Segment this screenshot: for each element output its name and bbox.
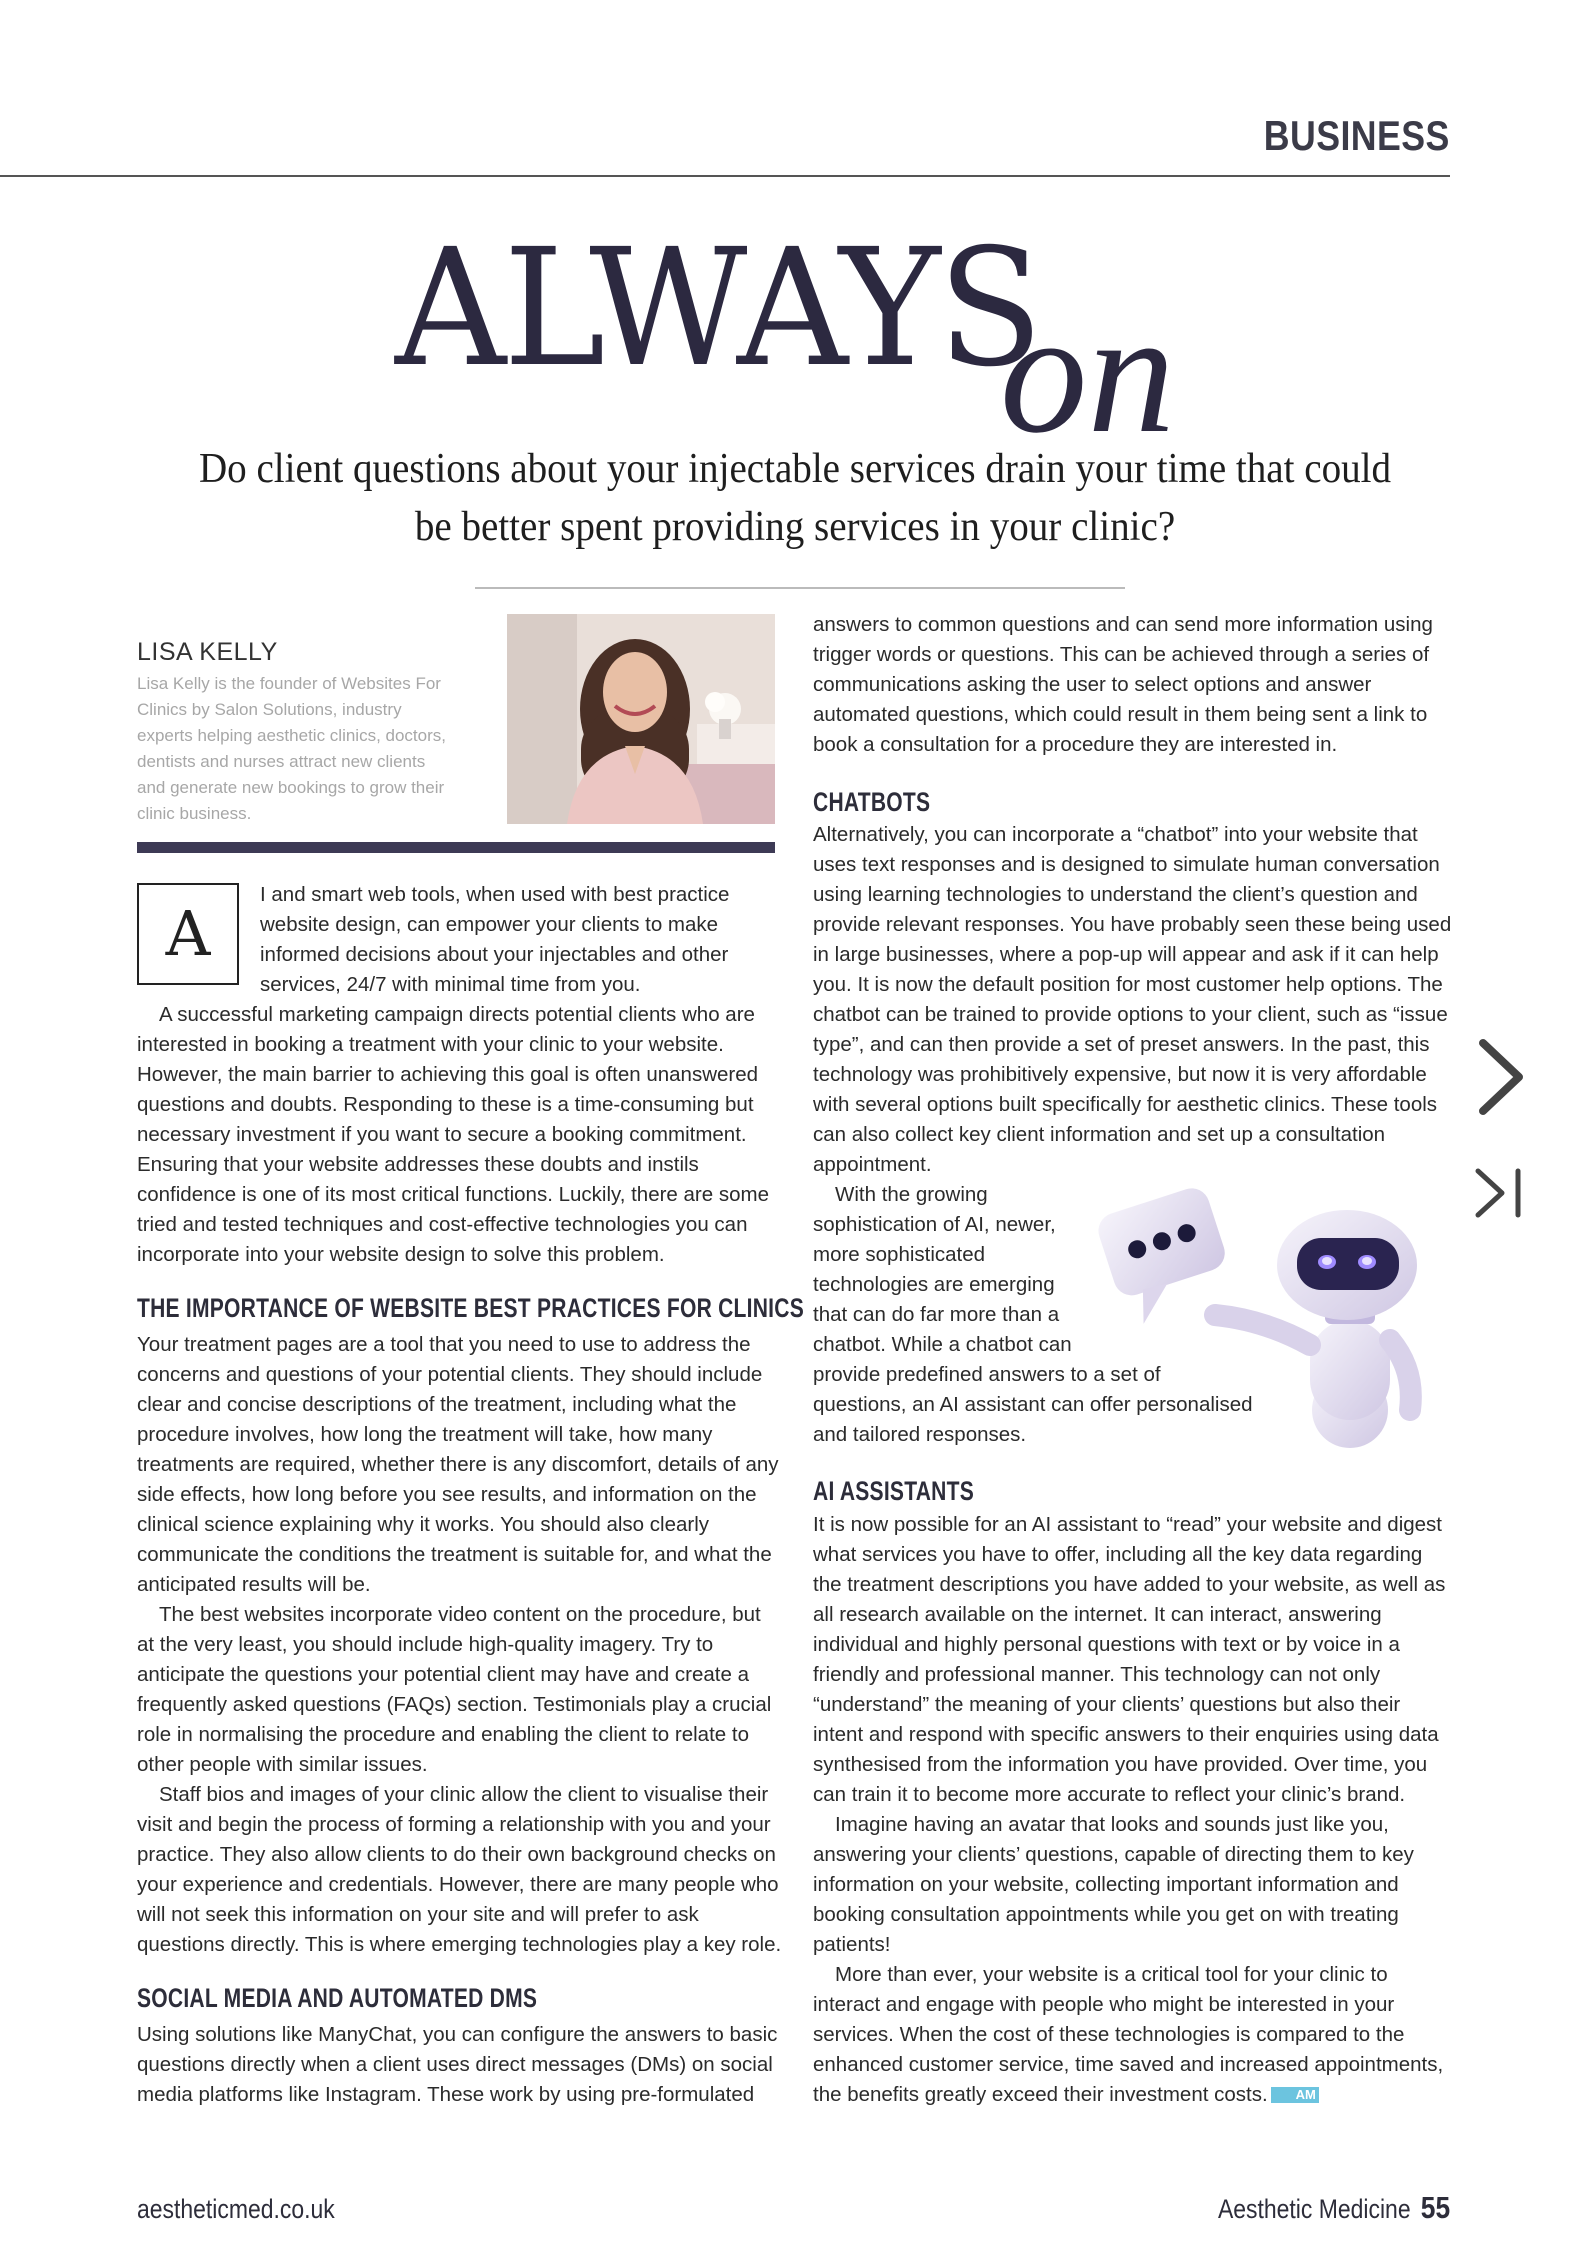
right-paragraph-5: Imagine having an avatar that looks and sounds just like you, answering your clients’ questions, capable of directing them to key information on your website, collecting important information and booking consultation appointments while you get on with treating patients!: [813, 1813, 1414, 1956]
text-line: With the growing: [835, 1183, 988, 1206]
text-line: that can do far more than a: [813, 1303, 1060, 1326]
page-number: 55: [1420, 2190, 1450, 2225]
lead-paragraph: I and smart web tools, when used with best practice website design, can empower your clients to make informed decisions about your injectables and other services, 24/7 with minimal time from you.: [260, 883, 730, 996]
text-line: technologies are emerging: [813, 1273, 1055, 1296]
author-name: LISA KELLY: [137, 638, 278, 666]
right-paragraph-1: answers to common questions and can send more information using trigger words or questions. This can be achieved through a series of communications asking the user to select options and answer automated questions, which could result in them being sent a link to book a consultation for a procedure they are interested in.: [813, 613, 1433, 756]
right-paragraph-6: [813, 1960, 1453, 2110]
article-title-script: on: [1000, 275, 1175, 469]
article-title: ALWAYS: [395, 215, 1041, 403]
author-divider-bar: [137, 842, 775, 853]
left-paragraph-1: A successful marketing campaign directs potential clients who are interested in booking a treatment with your clinic to your website. However, the main barrier to achieving this goal is often unanswered questions and doubts. Responding to these is a time-consuming but necessary investment if you want to secure a booking commitment. Ensuring that your website addresses these doubts and instils confidence is one of its most critical functions. Luckily, there are some tried and tested techniques and cost-effective technologies you can incorporate into your website design to solve this problem.: [137, 1003, 769, 1266]
footer-publication: [1218, 2190, 1450, 2226]
last-page-button[interactable]: [1470, 1165, 1530, 1221]
heading-chatbots: CHATBOTS: [813, 787, 931, 817]
left-paragraph-2: Your treatment pages are a tool that you need to use to address the concerns and questions of your potential clients. They should include clear and concise descriptions of the treatment, including what the procedure involves, how long the treatment will take, how many treatments are required, whether there is any discomfort, details of any side effects, how long before you see results, and information on the clinical science explaining why it works. You should also clearly communicate the conditions the treatment is suitable for, and what the anticipated results will be.: [137, 1333, 779, 1596]
section-label: BUSINESS: [1264, 112, 1450, 159]
left-paragraph-5: Using solutions like ManyChat, you can configure the answers to basic questions directly when a client uses direct messages (DMs) on social media platforms like Instagram. These work by using pre-formulated: [137, 2023, 778, 2106]
left-paragraph-4: Staff bios and images of your clinic allow the client to visualise their visit and begin the process of forming a relationship with you and your practice. They also allow clients to do their own background checks on your experience and credentials. However, there are many people who will not seek this information on your site and will prefer to ask questions directly. This is where emerging technologies play a key role.: [137, 1783, 782, 1956]
drop-cap: A: [137, 883, 239, 985]
closing-text: More than ever, your website is a critical tool for your clinic to interact and engage with people who might be interested in your services. When the cost of these technologies is compared to the enhanced customer service, time saved and increased appointments, the benefits greatly exceed their investment costs.: [813, 1963, 1444, 2106]
text-line: questions, an AI assistant can offer personalised: [813, 1393, 1253, 1416]
standfirst-divider: [475, 587, 1125, 589]
text-line: sophistication of AI, newer,: [813, 1213, 1056, 1236]
end-mark-badge: AM: [1271, 2087, 1319, 2103]
chevron-right-icon: [1475, 1037, 1527, 1117]
text-line: and tailored responses.: [813, 1423, 1027, 1446]
text-line: chatbot. While a chatbot can: [813, 1333, 1072, 1356]
robot-icon: [1085, 1170, 1445, 1450]
author-portrait-image: [507, 614, 775, 824]
next-page-button[interactable]: [1475, 1037, 1527, 1117]
text-line: provide predefined answers to a set of: [813, 1363, 1161, 1386]
robot-chat-illustration: [1085, 1170, 1445, 1450]
author-bio: Lisa Kelly is the founder of Websites For Clinics by Salon Solutions, industry experts helping aesthetic clinics, doctors, dentists and nurses attract new clients and generate new bookings to grow their clinic business.: [137, 674, 446, 823]
skip-to-end-icon: [1470, 1165, 1530, 1221]
heading-ai-assistants: AI ASSISTANTS: [813, 1476, 975, 1506]
author-photo: [507, 614, 775, 824]
right-paragraph-2: Alternatively, you can incorporate a “chatbot” into your website that uses text responses and is designed to simulate human conversation using learning technologies to understand the client’s question and provide relevant responses. You have probably seen these being used in large businesses, where a pop-up will appear and ask if it can help you. It is now the default position for most customer help options. The chatbot can be trained to provide options to your client, such as “issue type”, and can then provide a set of preset answers. In the past, this technology was prohibitively expensive, but now it is very affordable with several options built specifically for aesthetic clinics. These tools can also collect key client information and set up a consultation appointment.: [813, 823, 1452, 1176]
heading-social-media: SOCIAL MEDIA AND AUTOMATED DMS: [137, 1983, 538, 2013]
left-paragraph-3: The best websites incorporate video content on the procedure, but at the very least, you should include high-quality imagery. Try to anticipate the questions your potential client may have and create a frequently asked questions (FAQs) section. Testimonials play a crucial role in normalising the procedure and enabling the client to relate to other people with similar issues.: [137, 1603, 772, 1776]
text-line: more sophisticated: [813, 1243, 986, 1266]
article-standfirst: Do client questions about your injectable services drain your time that could be better spent providing services in your clinic?: [198, 446, 1392, 550]
heading-website-best-practices: THE IMPORTANCE OF WEBSITE BEST PRACTICES FOR CLINICS: [137, 1293, 804, 1323]
header-divider: [0, 175, 1450, 177]
publication-name: Aesthetic Medicine: [1217, 2194, 1411, 2224]
right-paragraph-4: It is now possible for an AI assistant to “read” your website and digest what services you have to offer, including all the key data regarding the treatment descriptions you have added to your website, as well as all research available on the internet. It can interact, answering individual and highly personal questions with text or by voice in a friendly and professional manner. This technology can not only “understand” the meaning of your clients’ questions but also their intent and respond with specific answers to their enquiries using data synthesised from the information you have provided. Over time, you can train it to become more accurate to reflect your clinic’s brand.: [813, 1513, 1446, 1806]
footer-website: aestheticmed.co.uk: [137, 2194, 335, 2224]
